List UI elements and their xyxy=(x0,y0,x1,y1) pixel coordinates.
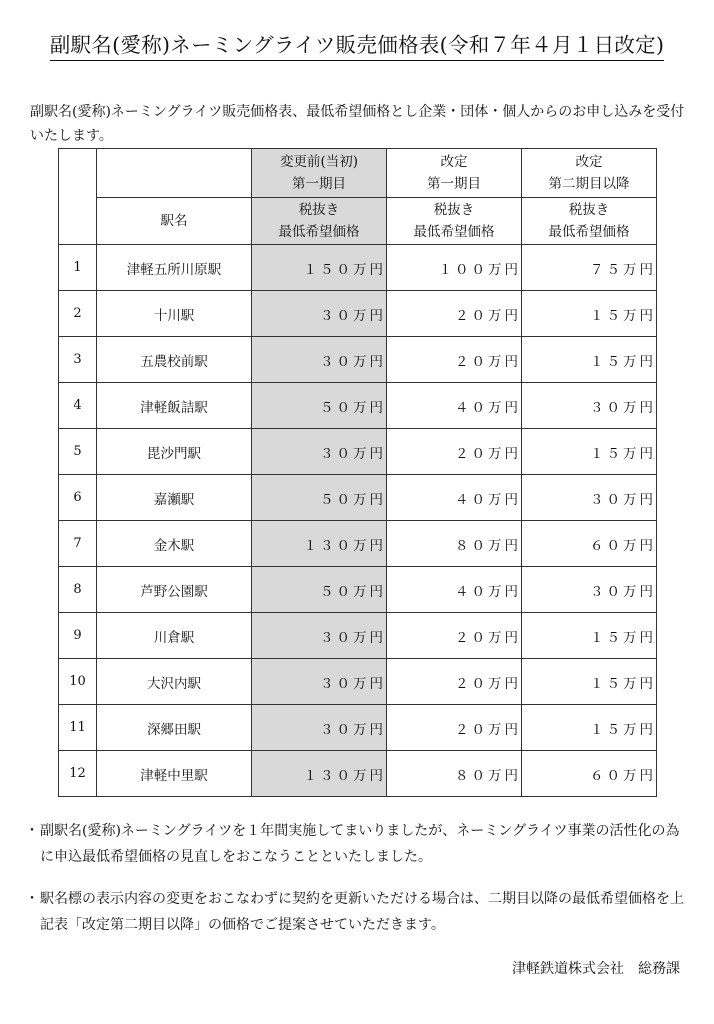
row-number: 6 xyxy=(59,475,97,521)
station-name: 津軽中里駅 xyxy=(97,751,252,797)
table-row xyxy=(59,475,657,521)
price-revised-2: ６０万円 xyxy=(522,521,657,567)
header-station-name xyxy=(97,198,252,245)
note-item xyxy=(24,818,688,870)
table-row xyxy=(59,751,657,797)
station-name: 深郷田駅 xyxy=(97,705,252,751)
row-number: 3 xyxy=(59,337,97,383)
price-table-body xyxy=(59,245,657,797)
note-text: 副駅名(愛称)ネーミングライツを１年間実施してまいりましたが、ネーミングライツ事業の活性化の為に申込最低希望価格の見直しをおこなうことといたしました。 xyxy=(40,823,680,865)
row-number: 12 xyxy=(59,751,97,797)
row-number: 2 xyxy=(59,291,97,337)
header-before-sub-line1: 税抜き xyxy=(298,202,340,218)
price-before: ５０万円 xyxy=(252,475,387,521)
price-before: ５０万円 xyxy=(252,567,387,613)
header-no-cell xyxy=(59,149,97,245)
header-before-line2: 第一期目 xyxy=(292,176,346,192)
table-row xyxy=(59,659,657,705)
station-name: 大沢内駅 xyxy=(97,659,252,705)
header-revised-2-sub xyxy=(522,198,657,245)
row-number: 1 xyxy=(59,245,97,291)
price-before: １３０万円 xyxy=(252,751,387,797)
station-name: 芦野公園駅 xyxy=(97,567,252,613)
price-table xyxy=(58,148,657,797)
table-row xyxy=(59,567,657,613)
price-revised-2: ３０万円 xyxy=(522,475,657,521)
row-number: 9 xyxy=(59,613,97,659)
price-table-header xyxy=(59,149,657,245)
header-revised-1-sub xyxy=(387,198,522,245)
header-revised-1-sub-line1: 税抜き xyxy=(433,202,475,218)
header-name-top-cell xyxy=(97,149,252,198)
price-revised-2: ７５万円 xyxy=(522,245,657,291)
price-revised-2: １５万円 xyxy=(522,613,657,659)
issuer-signature: 津軽鉄道株式会社 総務課 xyxy=(512,961,680,977)
price-revised-2: １５万円 xyxy=(522,337,657,383)
station-name: 金木駅 xyxy=(97,521,252,567)
price-before: ３０万円 xyxy=(252,291,387,337)
price-revised-1: ２０万円 xyxy=(387,659,522,705)
row-number: 10 xyxy=(59,659,97,705)
row-number: 8 xyxy=(59,567,97,613)
header-revised-1 xyxy=(387,149,522,198)
document-title xyxy=(30,28,684,58)
price-revised-1: ２０万円 xyxy=(387,705,522,751)
price-revised-1: ８０万円 xyxy=(387,751,522,797)
price-revised-2: １５万円 xyxy=(522,291,657,337)
price-revised-2: ６０万円 xyxy=(522,751,657,797)
note-bullet: ・ xyxy=(25,823,39,839)
table-row xyxy=(59,613,657,659)
price-before: ３０万円 xyxy=(252,613,387,659)
header-before-line1: 変更前(当初) xyxy=(279,154,359,170)
price-revised-2: ３０万円 xyxy=(522,383,657,429)
header-revised-2-line1: 改定 xyxy=(575,154,603,170)
price-revised-1: ２０万円 xyxy=(387,337,522,383)
station-name: 嘉瀬駅 xyxy=(97,475,252,521)
price-revised-1: ４０万円 xyxy=(387,475,522,521)
header-revised-2-sub-line1: 税抜き xyxy=(568,202,610,218)
header-station-name-label: 駅名 xyxy=(160,213,188,229)
price-revised-1: ２０万円 xyxy=(387,291,522,337)
station-name: 毘沙門駅 xyxy=(97,429,252,475)
price-revised-1: １００万円 xyxy=(387,245,522,291)
station-name: 津軽飯詰駅 xyxy=(97,383,252,429)
price-before: １３０万円 xyxy=(252,521,387,567)
price-before: ３０万円 xyxy=(252,429,387,475)
header-revised-2-line2: 第二期目以降 xyxy=(548,176,630,192)
table-row xyxy=(59,291,657,337)
station-name: 川倉駅 xyxy=(97,613,252,659)
station-name: 津軽五所川原駅 xyxy=(97,245,252,291)
header-before xyxy=(252,149,387,198)
table-row xyxy=(59,383,657,429)
document-title-text: 副駅名(愛称)ネーミングライツ販売価格表(令和７年４月１日改定) xyxy=(50,33,665,61)
table-row xyxy=(59,521,657,567)
header-revised-1-line1: 改定 xyxy=(440,154,468,170)
price-before: ３０万円 xyxy=(252,705,387,751)
header-revised-2-sub-line2: 最低希望価格 xyxy=(548,224,630,240)
table-row xyxy=(59,245,657,291)
header-revised-2 xyxy=(522,149,657,198)
header-revised-1-line2: 第一期目 xyxy=(427,176,481,192)
note-text: 駅名標の表示内容の変更をおこなわずに契約を更新いただける場合は、二期目以降の最低希望価格を上記表「改定第二期目以降」の価格でご提案させていただきます。 xyxy=(40,891,684,933)
price-revised-2: １５万円 xyxy=(522,705,657,751)
station-name: 十川駅 xyxy=(97,291,252,337)
row-number: 4 xyxy=(59,383,97,429)
row-number: 7 xyxy=(59,521,97,567)
note-item xyxy=(24,886,688,938)
header-revised-1-sub-line2: 最低希望価格 xyxy=(413,224,495,240)
price-revised-2: ３０万円 xyxy=(522,567,657,613)
price-revised-1: ８０万円 xyxy=(387,521,522,567)
intro-paragraph: 副駅名(愛称)ネーミングライツ販売価格表、最低希望価格とし企業・団体・個人からのお申し込みを受付いたします。 xyxy=(30,104,685,144)
price-revised-1: ２０万円 xyxy=(387,429,522,475)
table-row xyxy=(59,705,657,751)
table-row xyxy=(59,337,657,383)
price-revised-2: １５万円 xyxy=(522,659,657,705)
header-before-sub xyxy=(252,198,387,245)
table-row xyxy=(59,429,657,475)
header-before-sub-line2: 最低希望価格 xyxy=(278,224,360,240)
row-number: 5 xyxy=(59,429,97,475)
station-name: 五農校前駅 xyxy=(97,337,252,383)
price-revised-2: １５万円 xyxy=(522,429,657,475)
price-before: １５０万円 xyxy=(252,245,387,291)
price-before: ５０万円 xyxy=(252,383,387,429)
price-revised-1: ２０万円 xyxy=(387,613,522,659)
price-revised-1: ４０万円 xyxy=(387,567,522,613)
row-number: 11 xyxy=(59,705,97,751)
price-before: ３０万円 xyxy=(252,659,387,705)
price-before: ３０万円 xyxy=(252,337,387,383)
note-bullet: ・ xyxy=(25,891,39,907)
price-revised-1: ４０万円 xyxy=(387,383,522,429)
notes-section xyxy=(24,818,688,954)
